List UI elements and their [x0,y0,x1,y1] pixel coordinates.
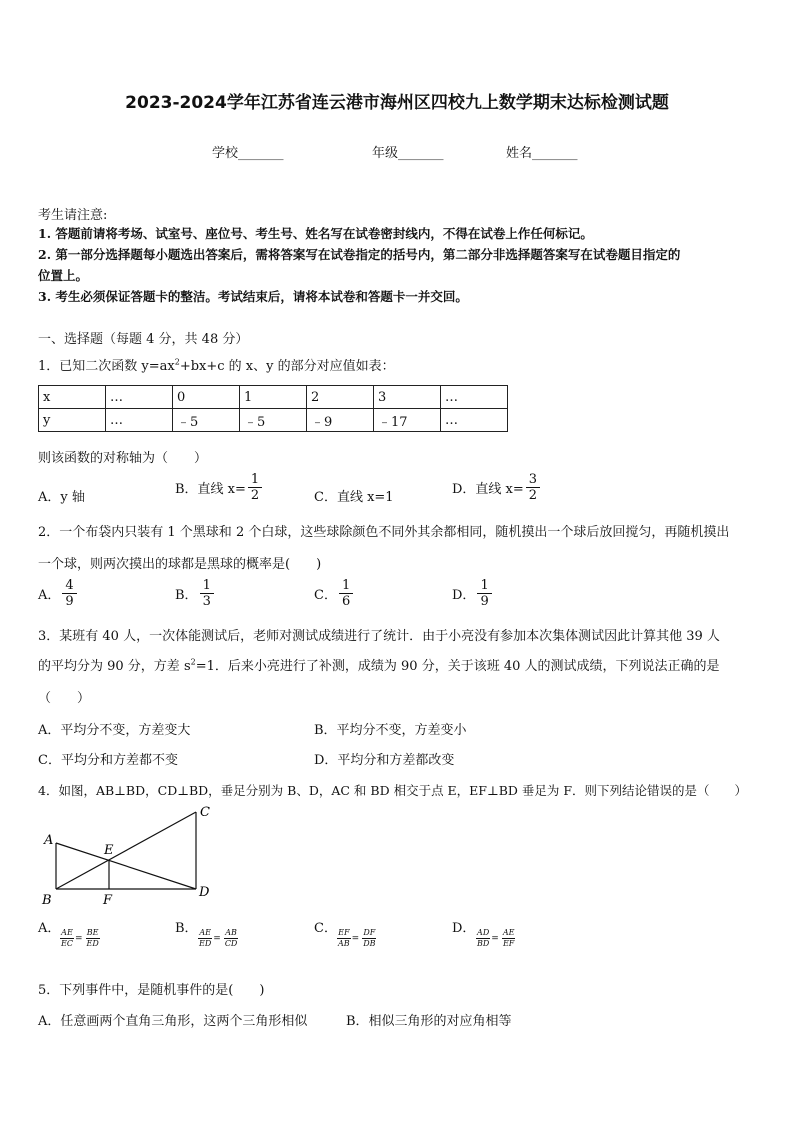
grade-field: 年级_______ [372,146,444,161]
q3-stem-line-1: 3．某班有 40 人，一次体能测试后，老师对测试成绩进行了统计．由于小亮没有参加本次集体测试因此计算其他 39 人 [38,629,720,644]
denominator: CD [224,939,238,948]
q4-option-a [58,928,100,949]
q1-option-b [175,472,262,503]
page-title: 2023-2024学年江苏省连云港市海州区四校九上数学期末达标检测试题 [125,93,669,113]
q4-option-d-label: D． [452,921,476,936]
q1-value-table [38,385,508,432]
label-b: B [42,893,52,908]
label-a: A [44,833,54,848]
denominator: DB [363,939,376,948]
q3-text-2: =1．后来小亮进行了补测，成绩为 90 分，关于该班 40 人的测试成绩，下列说法正确的是 [195,659,720,674]
q1-stem-text: 1．已知二次函数 y=ax [38,359,175,374]
q4-stem: 4．如图，AB⊥BD，CD⊥BD，垂足分别为 B、D，AC 和 BD 相交于点 E，EF⊥BD 垂足为 F．则下列结论错误的是（ ） [38,783,748,798]
denominator: BD [477,939,490,948]
q1-question: 则该函数的对称轴为（ ） [38,451,208,466]
option-label: A． [38,588,61,603]
q4-geometry-figure [36,800,226,910]
option-label: B． [175,588,198,603]
table-cell: x [39,386,106,409]
denominator: 3 [202,594,211,609]
q2-option-a [38,578,77,609]
label-d: D [199,885,210,900]
q4-option-b-label: B． [175,921,198,936]
q3-option-a: A．平均分不变，方差变大 [38,723,191,738]
table-row [39,409,508,432]
section-heading: 一、选择题（每题 4 分，共 48 分） [38,332,249,347]
fraction [200,578,214,609]
numerator: 1 [339,578,353,594]
q4-option-c [335,928,377,949]
q5-option-b: B．相似三角形的对应角相等 [346,1014,512,1029]
fraction [339,578,353,609]
table-cell: 0 [173,386,240,409]
fraction [62,578,76,609]
numerator: DF [363,928,376,937]
notice-heading: 考生请注意: [38,208,108,223]
numerator: 1 [477,578,491,594]
q2-stem-line-2: 一个球，则两次摸出的球都是黑球的概率是( ) [38,557,322,572]
fraction [362,928,376,949]
denominator: EF [502,939,515,948]
notice-item-1: 1. 答题前请将考场、试室号、座位号、考生号、姓名写在试卷密封线内，不得在试卷上作任何标记。 [38,226,593,241]
numerator: AE [61,928,73,937]
denominator: 9 [65,594,74,609]
table-cell: … [441,386,508,409]
school-field: 学校_______ [212,146,284,161]
label-f: F [103,893,113,908]
q5-option-a: A．任意画两个直角三角形，这两个三角形相似 [38,1014,308,1029]
q4-option-a-label: A． [38,921,61,936]
equals: = [491,933,499,944]
q1-option-c: C．直线 x=1 [314,490,394,505]
numerator: AE [199,928,211,937]
q4-option-c-label: C． [314,921,337,936]
equals: = [351,933,360,944]
option-label: C． [314,588,337,603]
q2-option-d [452,578,492,609]
denominator: 2 [250,488,260,503]
numerator: 3 [526,472,540,488]
numerator: AB [225,928,237,937]
q3-stem-line-2 [38,655,720,674]
table-cell: … [441,409,508,432]
q5-stem: 5．下列事件中，是随机事件的是( ) [38,983,265,998]
denominator: ED [199,939,212,948]
label-e: E [104,843,114,858]
name-field: 姓名_______ [506,146,578,161]
q4-option-d [474,928,515,949]
fraction [248,472,262,503]
notice-item-2-line-1: 2. 第一部分选择题每小题选出答案后，需将答案写在试卷指定的括号内，第二部分非选择题答案写在试卷题目指定的 [38,247,681,262]
table-cell: … [106,409,173,432]
q1-option-d [452,472,540,503]
q3-stem-line-3: （ ） [38,691,91,706]
q2-stem-line-1: 2．一个布袋内只装有 1 个黑球和 2 个白球，这些球除颜色不同外其余都相同，随机摸出一个球后放回搅匀，再随机摸出 [38,525,730,540]
denominator: EC [61,939,73,948]
q4-option-b [196,928,238,949]
equals: = [213,933,221,944]
table-cell: 3 [374,386,441,409]
numerator: EF [338,928,350,937]
fraction [224,928,239,949]
q1-stem-text-2: +bx+c 的 x、y 的部分对应值如表： [179,359,395,374]
notice-item-2-line-2: 位置上。 [38,268,89,283]
q2-option-b [175,578,214,609]
table-cell: 1 [240,386,307,409]
denominator: 9 [480,594,489,609]
numerator: 4 [62,578,76,594]
option-label: B．直线 x= [175,482,246,497]
table-cell: ﹣9 [307,409,374,432]
option-label: D．直线 x= [452,482,524,497]
option-label: D． [452,588,476,603]
fraction [502,928,516,949]
table-cell: ﹣17 [374,409,441,432]
denominator: 2 [528,488,538,503]
numerator: AD [477,928,490,937]
fraction [526,472,540,503]
numerator: BE [86,928,99,937]
fraction [477,578,491,609]
q1-option-a: A．y 轴 [38,490,85,505]
fraction [476,928,490,949]
fraction [198,928,212,949]
table-cell: y [39,409,106,432]
q3-text: 的平均分为 90 分，方差 s [38,659,191,674]
label-c: C [200,805,210,820]
fraction [337,928,351,949]
q3-sup: 2 [190,657,196,667]
q1-stem [38,355,395,374]
q3-option-d: D．平均分和方差都改变 [314,753,455,768]
notice-item-3: 3. 考生必须保证答题卡的整洁。考试结束后，请将本试卷和答题卡一并交回。 [38,289,468,304]
table-cell: 2 [307,386,374,409]
table-row [39,386,508,409]
denominator: 6 [341,594,351,609]
numerator: 1 [200,578,214,594]
q3-option-b: B．平均分不变，方差变小 [314,723,467,738]
numerator: AE [502,928,515,937]
numerator: 1 [248,472,262,488]
denominator: AB [338,939,350,948]
fraction [86,928,100,949]
q2-option-c [314,578,353,609]
equals: = [74,933,83,944]
q3-option-c: C．平均分和方差都不变 [38,753,178,768]
q1-stem-sup: 2 [174,357,180,367]
table-cell: ﹣5 [173,409,240,432]
table-cell: ﹣5 [240,409,307,432]
fraction [60,928,74,949]
denominator: ED [86,939,99,948]
table-cell: … [106,386,173,409]
